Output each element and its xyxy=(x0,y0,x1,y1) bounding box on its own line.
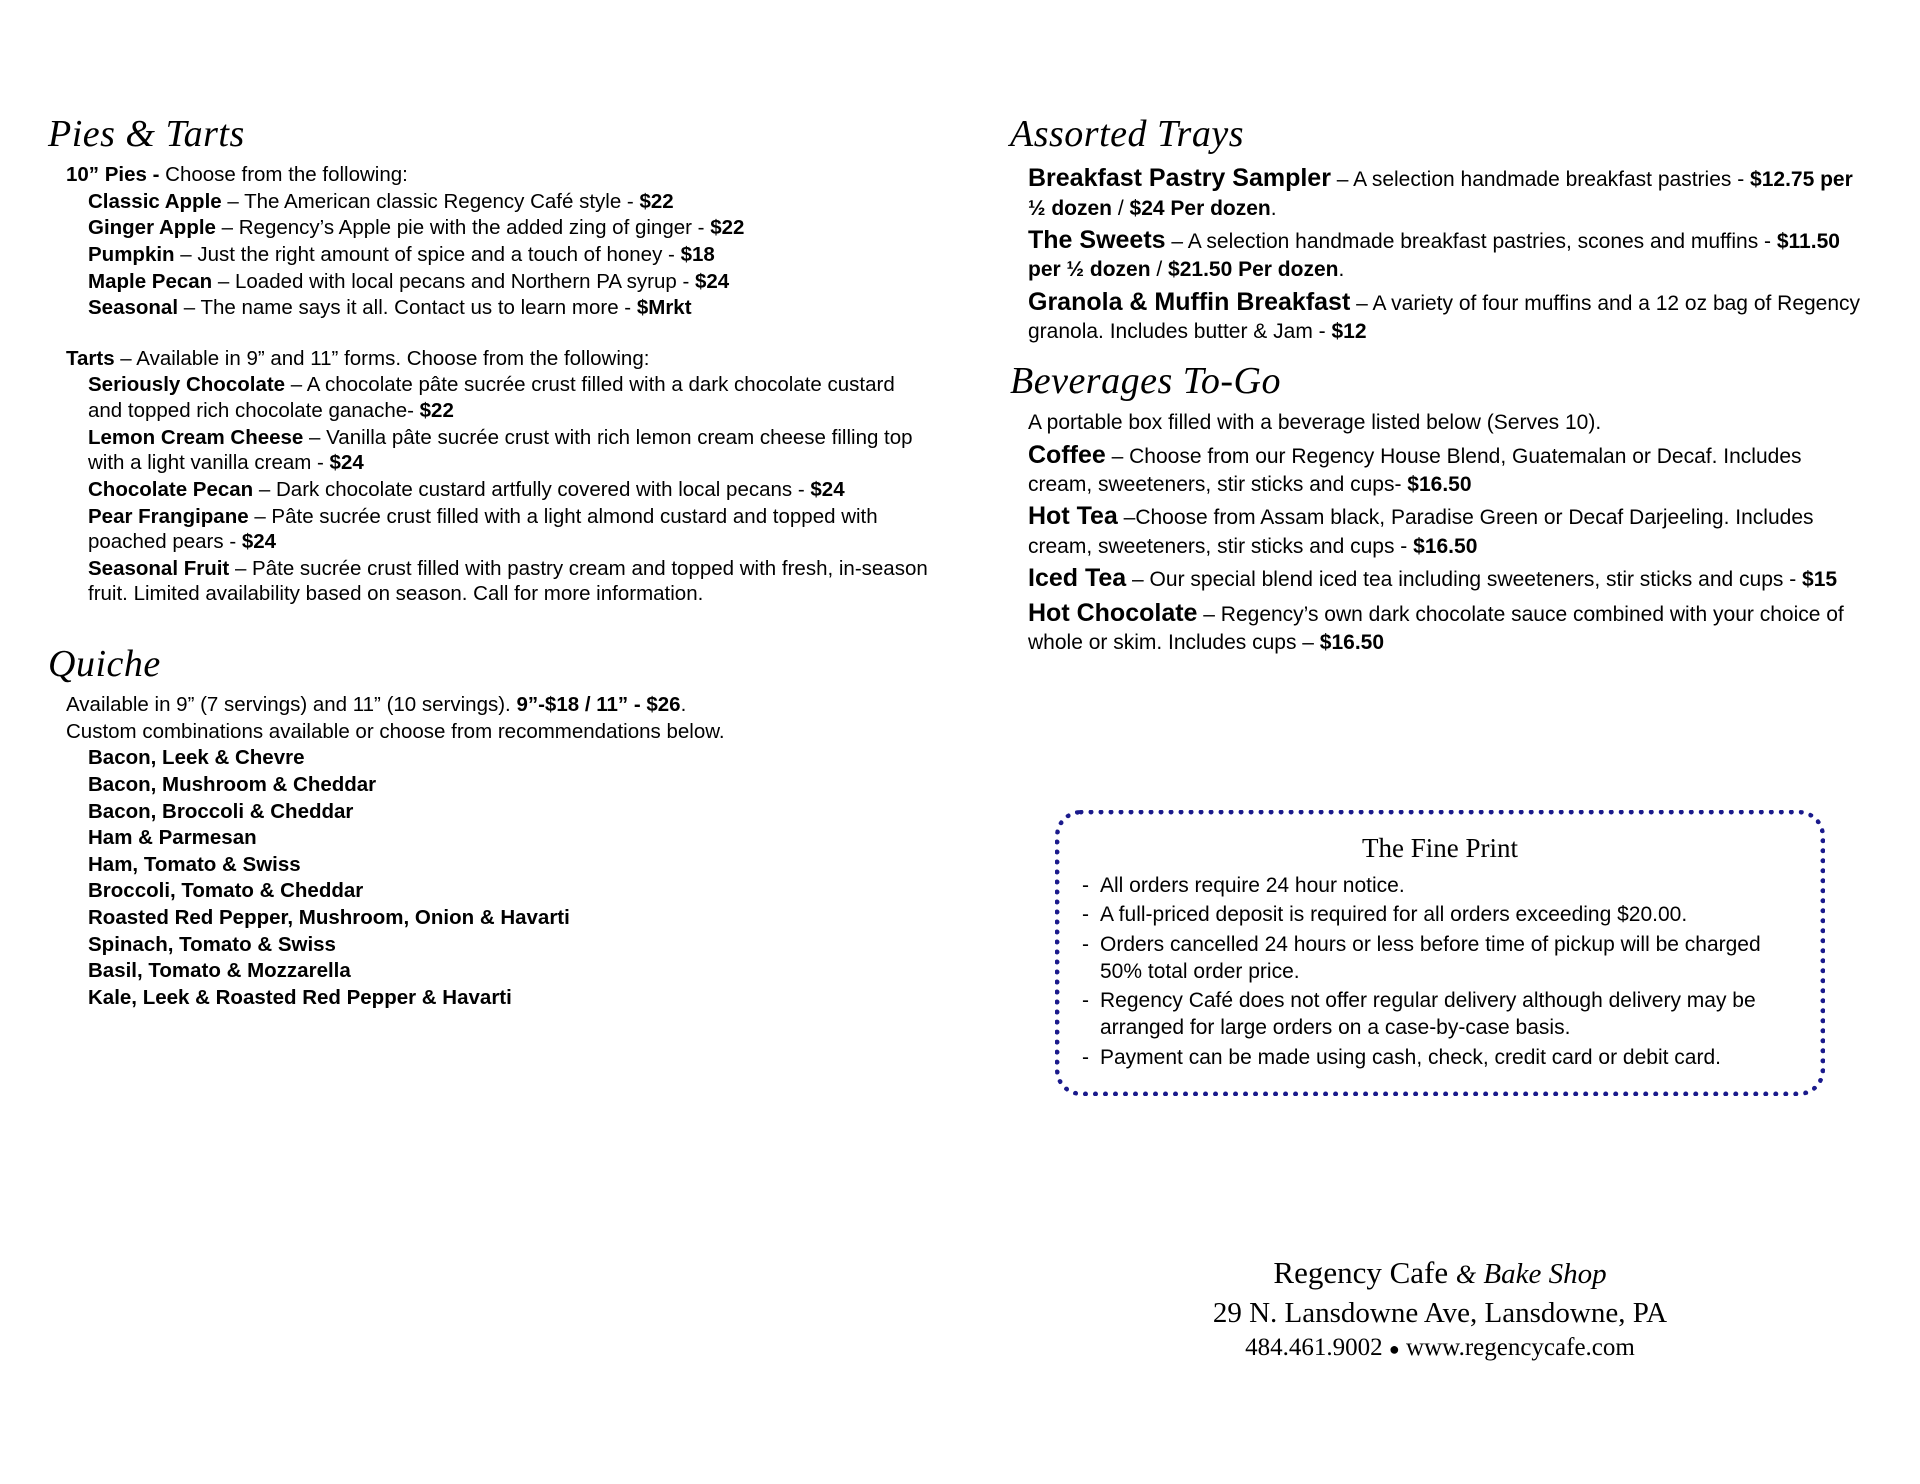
website-link[interactable]: www.regencycafe.com xyxy=(1406,1334,1635,1361)
tart-desc: – A chocolate pâte sucrée crust filled with a dark chocolate custard and topped rich chocolate ganache- xyxy=(88,373,895,422)
tart-desc: – Dark chocolate custard artfully covered with local pecans - xyxy=(253,477,811,501)
list-item: Kale, Leek & Roasted Red Pepper & Havarti xyxy=(88,985,512,1009)
pie-price: $18 xyxy=(680,242,715,266)
pies-label: 10” Pies - xyxy=(66,163,166,186)
tart-price: $24 xyxy=(329,451,364,475)
list-item xyxy=(1082,1044,1798,1071)
trays-section xyxy=(1010,162,1870,345)
list-item xyxy=(66,242,928,268)
list-item: Ham & Parmesan xyxy=(88,826,257,850)
list-item: Bacon, Broccoli & Cheddar xyxy=(88,799,354,823)
beverage-name: Coffee xyxy=(1028,440,1106,469)
tart-desc: – Vanilla pâte sucrée crust with rich lemon cream cheese filling top with a light vanilla cream - xyxy=(88,425,913,475)
tart-name: Seriously Chocolate xyxy=(88,373,286,397)
bullet-dash: - xyxy=(1082,932,1089,956)
list-item xyxy=(66,215,928,241)
list-item xyxy=(1082,987,1798,1042)
quiche-intro-a: Available in 9” (7 servings) and 11” (10 servings). xyxy=(66,693,517,716)
list-item: Ham, Tomato & Swiss xyxy=(88,852,301,876)
quiche-price: 9”-$18 / 11” - $26 xyxy=(516,693,681,716)
tray-price-dozen: $21.50 Per dozen xyxy=(1168,258,1339,282)
list-item xyxy=(1082,901,1798,928)
beverage-name: Hot Tea xyxy=(1028,502,1118,531)
quiche-intro xyxy=(66,692,928,718)
beverage-desc: – Choose from our Regency House Blend, Guatemalan or Decaf. Includes cream, sweeteners, stir sticks and cups- xyxy=(1028,444,1802,497)
ampersand: & xyxy=(1455,1260,1477,1289)
list-item xyxy=(66,477,928,503)
tray-desc: – A selection handmade breakfast pastries, scones and muffins - xyxy=(1165,229,1777,253)
list-item xyxy=(66,372,928,423)
quiche-intro-b: . xyxy=(680,693,687,716)
fine-print-text: All orders require 24 hour notice. xyxy=(1100,874,1405,897)
list-item xyxy=(66,269,928,295)
pie-price: $22 xyxy=(639,189,674,213)
beverage-desc: –Choose from Assam black, Paradise Green or Decaf Darjeeling. Includes cream, sweeteners, stir sticks and cups - xyxy=(1028,506,1814,558)
section-heading-assorted-trays: Assorted Trays xyxy=(1010,113,1244,155)
pies-section xyxy=(48,162,928,607)
list-item: Basil, Tomato & Mozzarella xyxy=(88,959,351,983)
list-item: Roasted Red Pepper, Mushroom, Onion & Havarti xyxy=(88,906,570,929)
list-item xyxy=(1028,500,1870,560)
list-item xyxy=(66,189,928,215)
left-column xyxy=(48,112,928,1012)
tray-sep: / xyxy=(1112,196,1130,220)
tarts-intro: – Available in 9” and 11” forms. Choose from the following: xyxy=(114,346,650,370)
spacer xyxy=(1010,347,1870,359)
tray-price-half: $12.75 per ½ dozen xyxy=(1028,168,1853,220)
list-item xyxy=(1028,286,1870,346)
pie-price: $24 xyxy=(695,269,730,293)
pie-desc: – The American classic Regency Café style - xyxy=(221,189,640,213)
pie-desc: – Loaded with local pecans and Northern PA syrup - xyxy=(212,269,695,293)
business-name xyxy=(1010,1255,1870,1291)
list-item xyxy=(1082,931,1798,986)
contact-line xyxy=(1010,1334,1870,1362)
bullet-dash: - xyxy=(1082,874,1089,897)
tray-name: Granola & Muffin Breakfast xyxy=(1028,287,1351,316)
pie-desc: – The name says it all. Contact us to learn more - xyxy=(178,296,637,320)
list-item xyxy=(1028,439,1870,499)
tray-desc: – A variety of four muffins and a 12 oz bag of Regency granola. Includes butter & Jam - xyxy=(1028,291,1861,344)
list-item: Broccoli, Tomato & Cheddar xyxy=(88,879,364,903)
list-item xyxy=(66,504,928,555)
list-item xyxy=(66,295,928,321)
bullet-separator-icon: ● xyxy=(1388,1338,1400,1359)
tray-name: The Sweets xyxy=(1028,225,1166,254)
spacer xyxy=(48,608,928,642)
tart-desc: – Pâte sucrée crust filled with pastry cream and topped with fresh, in-season fruit. Limited availability based on season. Call for more information. xyxy=(88,556,928,606)
list-item xyxy=(1028,597,1870,657)
bullet-dash: - xyxy=(1082,903,1089,927)
tarts-label: Tarts xyxy=(66,346,115,370)
fine-print-title: The Fine Print xyxy=(1362,833,1518,863)
beverage-price: $16.50 xyxy=(1319,631,1385,655)
pie-name: Maple Pecan xyxy=(88,269,213,293)
list-item: Bacon, Leek & Chevre xyxy=(88,746,305,770)
tray-sep: / xyxy=(1150,258,1169,282)
beverages-section xyxy=(1010,409,1870,656)
beverage-name: Iced Tea xyxy=(1028,564,1127,593)
tart-price: $22 xyxy=(419,399,454,422)
right-column xyxy=(1010,112,1870,659)
list-item: Bacon, Mushroom & Cheddar xyxy=(88,772,377,796)
tray-desc: – A selection handmade breakfast pastries - xyxy=(1330,168,1751,191)
tart-name: Chocolate Pecan xyxy=(88,477,254,501)
fine-print-box xyxy=(1055,810,1825,1096)
fine-print-text: A full-priced deposit is required for all orders exceeding $20.00. xyxy=(1100,903,1688,927)
tart-desc: – Pâte sucrée crust filled with a light almond custard and topped with poached pears - xyxy=(88,504,878,554)
spacer xyxy=(66,322,928,346)
pie-price: $Mrkt xyxy=(636,296,692,320)
quiche-section xyxy=(48,692,928,1011)
tart-name: Pear Frangipane xyxy=(88,504,249,528)
list-item xyxy=(66,425,928,476)
list-item xyxy=(1028,562,1870,595)
fine-print-text: Payment can be made using cash, check, credit card or debit card. xyxy=(1100,1045,1721,1069)
tray-price: $12 xyxy=(1331,320,1367,344)
pie-desc: – Regency’s Apple pie with the added zing of ginger - xyxy=(215,216,711,240)
pies-intro: Choose from the following: xyxy=(165,163,408,186)
beverage-desc: – Our special blend iced tea including sweeteners, stir sticks and cups - xyxy=(1126,568,1803,592)
fine-print-text: Orders cancelled 24 hours or less before time of pickup will be charged 50% total order price. xyxy=(1100,932,1761,983)
tray-price-half: $11.50 per ½ dozen xyxy=(1028,229,1840,282)
list-item xyxy=(1028,162,1870,222)
pies-subheading xyxy=(66,162,928,188)
tray-price-dozen: $24 Per dozen xyxy=(1129,196,1271,220)
footer xyxy=(1010,1255,1870,1362)
address: 29 N. Lansdowne Ave, Lansdowne, PA xyxy=(1212,1297,1668,1329)
tart-name: Seasonal Fruit xyxy=(88,556,230,580)
beverage-price: $15 xyxy=(1802,568,1838,592)
pie-desc: – Just the right amount of spice and a touch of honey - xyxy=(174,242,681,266)
tarts-subheading xyxy=(66,346,928,372)
tray-desc-end: . xyxy=(1270,196,1277,220)
quiche-intro-c: Custom combinations available or choose from recommendations below. xyxy=(66,719,725,743)
section-heading-quiche: Quiche xyxy=(48,643,161,685)
tart-name: Lemon Cream Cheese xyxy=(88,425,304,449)
beverages-intro: A portable box filled with a beverage listed below (Serves 10). xyxy=(1028,411,1602,435)
beverage-desc: – Regency’s own dark chocolate sauce combined with your choice of whole or skim. Includes cups – xyxy=(1028,602,1844,655)
section-heading-beverages: Beverages To-Go xyxy=(1010,360,1281,403)
bullet-dash: - xyxy=(1082,1045,1089,1069)
section-heading-pies-tarts: Pies & Tarts xyxy=(48,113,245,155)
pie-name: Ginger Apple xyxy=(88,216,216,240)
business-name-bake-shop: Bake Shop xyxy=(1476,1258,1607,1290)
pie-name: Seasonal xyxy=(88,296,179,320)
list-item xyxy=(1082,872,1798,899)
list-item xyxy=(66,556,928,607)
list-item: Spinach, Tomato & Swiss xyxy=(88,932,336,956)
beverage-price: $16.50 xyxy=(1413,534,1478,558)
tray-desc-end: . xyxy=(1338,258,1345,282)
pie-price: $22 xyxy=(710,216,745,240)
beverage-name: Hot Chocolate xyxy=(1028,598,1198,627)
business-name-main: Regency Cafe xyxy=(1273,1255,1456,1290)
tart-price: $24 xyxy=(241,530,277,554)
fine-print-text: Regency Café does not offer regular delivery although delivery may be arranged for large orders on a case-by-case basis. xyxy=(1100,989,1756,1040)
pie-name: Pumpkin xyxy=(88,242,175,266)
tray-name: Breakfast Pastry Sampler xyxy=(1028,164,1331,192)
list-item xyxy=(1028,224,1870,284)
pie-name: Classic Apple xyxy=(88,189,222,213)
beverage-price: $16.50 xyxy=(1407,473,1472,497)
tart-price: $24 xyxy=(810,477,845,501)
bullet-dash: - xyxy=(1082,989,1089,1013)
phone-number[interactable]: 484.461.9002 xyxy=(1245,1334,1383,1361)
